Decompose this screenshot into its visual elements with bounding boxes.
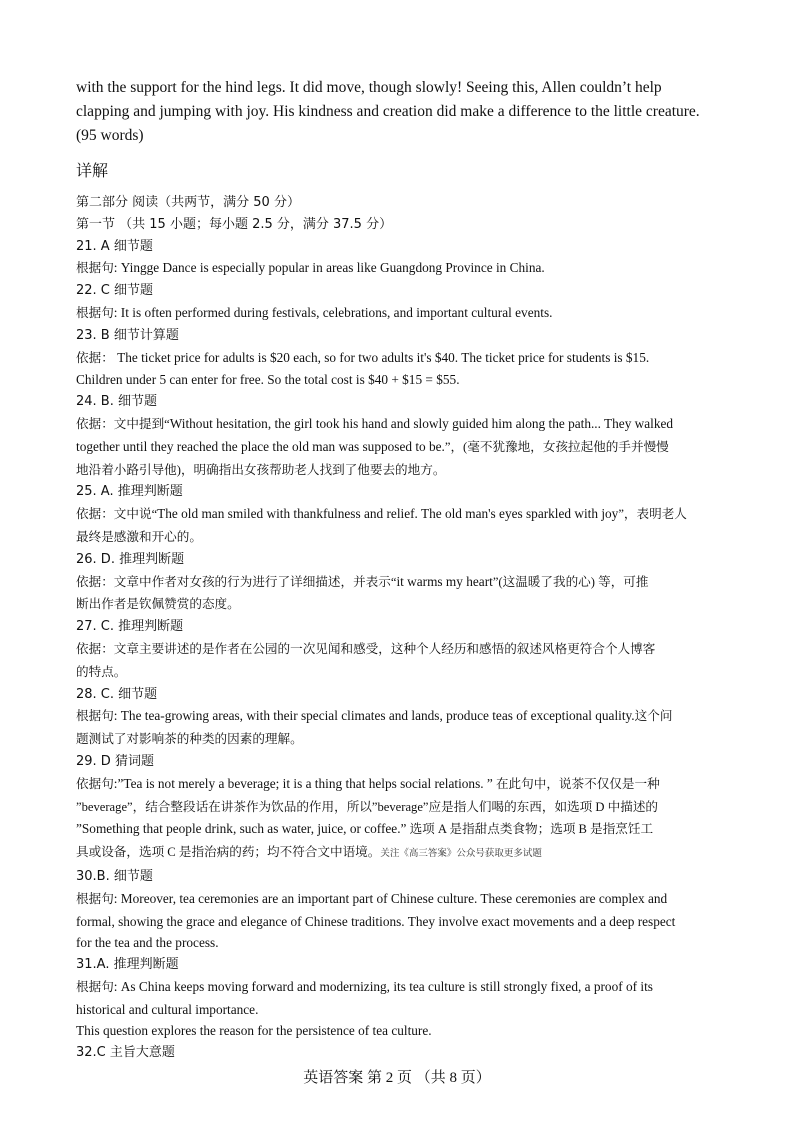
explanation-line: [76, 888, 722, 911]
answer-heading: 31.A. 推理判断题: [76, 957, 179, 973]
essay-line: with the support for the hind legs. It did move, though slowly! Seeing this, Allen couldn’t help: [76, 79, 662, 96]
explanation-text: it warms my heart: [396, 573, 493, 589]
explanation-text: 最终是感激和开心的。: [76, 529, 202, 544]
explanation-line: [76, 526, 722, 549]
explanation-line: [76, 257, 722, 280]
explanation-text: 依据：文章中作者对女孩的行为进行了详细描述，并表示“: [76, 574, 397, 589]
answer-heading: 30.B. 细节题: [76, 868, 153, 884]
explanation-line: [76, 999, 722, 1021]
essay-line: clapping and jumping with joy. His kindness and creation did make a difference to the little creature.: [76, 103, 700, 120]
explanation-line: [76, 347, 722, 370]
explanation-text: ”，(毫不犹豫地，女孩拉起他的手并慢慢: [444, 439, 669, 454]
answer-heading: 26. D. 推理判断题: [76, 551, 185, 567]
promo-note: 关注《高三答案》公众号获取更多试题: [380, 849, 542, 860]
explanation-text: 依据：文中说“: [76, 507, 158, 522]
answer-item: [76, 751, 722, 866]
explanation-text: 的特点。: [76, 664, 127, 679]
answer-heading: 29. D 猜词题: [76, 753, 154, 769]
explanation-text: ”Something that people drink, such as water, juice, or coffee.”: [76, 821, 407, 837]
section-title: 第一节 （共 15 小题；每小题 2.5 分，满分 37.5 分）: [76, 216, 393, 232]
explanation-line: [76, 369, 722, 391]
explanation-line: [76, 459, 722, 482]
explanation-text: 这个问: [634, 709, 673, 724]
explanation-line: [76, 841, 722, 866]
answer-heading: 22. C 细节题: [76, 283, 154, 299]
answer-item: [76, 391, 722, 481]
answer-item: [76, 866, 722, 954]
explanation-line: [76, 773, 722, 796]
answer-heading: 21. A 细节题: [76, 238, 153, 254]
explanation-text: historical and cultural importance.: [76, 1001, 259, 1017]
explanation-text: 依据：: [76, 350, 114, 365]
explanation-line: [76, 1020, 722, 1042]
detail-heading: 详解: [76, 161, 109, 180]
explanation-text: Children under 5 can enter for free. So the total cost is $40 + $15 = $55.: [76, 372, 460, 388]
explanation-text: : Moreover, tea ceremonies are an important part of Chinese culture. These ceremonies are complex and: [113, 890, 668, 906]
answer-heading: 25. A. 推理判断题: [76, 484, 183, 500]
explanation-text: formal, showing the grace and elegance of Chinese traditions. They involve exact movements and a deep respect: [76, 913, 676, 929]
explanation-text: ”，表明老人: [618, 507, 687, 522]
explanation-text: 根据句: [76, 709, 114, 724]
explanation-text: 在此句中，说茶不仅仅是一种: [492, 776, 660, 791]
explanation-text: 根据句: [76, 979, 114, 994]
explanation-text: 依据：文中提到“: [76, 416, 170, 431]
explanation-text: This question explores the reason for the persistence of tea culture.: [76, 1023, 432, 1039]
explanation-text: The ticket price for adults is $20 each, so for two adults it's $40. The ticket price for students is $15.: [113, 349, 650, 365]
explanation-text: Without hesitation, the girl took his hand and slowly guided him along the path... They walked: [169, 415, 674, 431]
answer-item: [76, 616, 722, 683]
answer-item: [76, 280, 722, 325]
explanation-line: [76, 503, 722, 526]
explanation-text: 选项 A 是指甜点类食物；选项 B 是指烹饪工: [406, 822, 654, 837]
explanation-line: [76, 911, 722, 933]
explanation-text: 依据：文章主要讲述的是作者在公园的一次见闻和感受，这种个人经历和感悟的叙述风格更符合个人博客: [76, 641, 656, 656]
explanation-line: [76, 728, 722, 751]
answer-heading: 23. B 细节计算题: [76, 327, 179, 343]
answer-item: [76, 549, 722, 616]
explanation-text: 根据句: [76, 261, 114, 276]
answer-item: [76, 954, 722, 1042]
explanation-text: ”beverage”，结合整段话在讲茶作为饮品的作用，所以”beverage”应是指人们喝的东西，如选项 D 中描述的: [76, 799, 659, 814]
explanation-text: ”(这温暖了我的心) 等，可推: [492, 574, 649, 589]
answer-item: [76, 481, 722, 548]
explanation-text: 题测试了对影响茶的种类的因素的理解。: [76, 732, 303, 747]
answer-heading: 27. C. 推理判断题: [76, 619, 184, 635]
page-footer: 英语答案 第 2 页 （共 8 页）: [303, 1070, 491, 1086]
answer-heading: 24. B. 细节题: [76, 394, 157, 410]
explanation-text: : The tea-growing areas, with their special climates and lands, produce teas of exceptional quality.: [113, 708, 635, 724]
explanation-text: together until they reached the place the old man was supposed to be.: [76, 438, 445, 454]
explanation-text: 依据句: [76, 776, 114, 791]
explanation-line: [76, 638, 722, 661]
explanation-line: [76, 818, 722, 841]
answer-item: [76, 684, 722, 751]
explanation-line: [76, 593, 722, 616]
explanation-text: 断出作者是钦佩赞赏的态度。: [76, 597, 240, 612]
explanation-text: The old man smiled with thankfulness and relief. The old man's eyes sparkled with joy: [157, 506, 619, 522]
essay-ending: [76, 76, 722, 148]
explanation-text: 根据句: [76, 891, 114, 906]
explanation-text: :”Tea is not merely a beverage; it is a thing that helps social relations. ”: [113, 775, 493, 791]
explanation-line: [76, 705, 722, 728]
explanation-line: [76, 976, 722, 999]
explanation-text: : As China keeps moving forward and modernizing, its tea culture is still strongly fixed, a proof of its: [113, 978, 653, 994]
explanation-text: 地沿着小路引导他)，明确指出女孩帮助老人找到了他要去的地方。: [76, 462, 446, 477]
explanation-line: [76, 571, 722, 594]
explanation-line: [76, 436, 722, 459]
explanation-line: [76, 302, 722, 325]
explanation-line: [76, 413, 722, 436]
answer-item: [76, 1042, 722, 1064]
explanation-line: [76, 661, 722, 684]
answer-item: [76, 236, 722, 281]
answer-page: [76, 76, 722, 1064]
explanation-text: 根据句: [76, 305, 114, 320]
answer-item: [76, 325, 722, 391]
answer-heading: 28. C. 细节题: [76, 686, 158, 702]
answer-list: [76, 236, 722, 1064]
answer-heading: 32.C 主旨大意题: [76, 1045, 175, 1061]
explanation-text: for the tea and the process.: [76, 935, 219, 951]
part-title: 第二部分 阅读（共两节，满分 50 分）: [76, 195, 300, 210]
word-count: (95 words): [76, 127, 144, 144]
explanation-line: [76, 932, 722, 954]
explanation-line: [76, 796, 722, 819]
explanation-text: : Yingge Dance is especially popular in areas like Guangdong Province in China.: [113, 260, 545, 276]
explanation-text: 具或设备，选项 C 是指治病的药；均不符合文中语境。: [76, 845, 381, 860]
explanation-text: : It is often performed during festivals, celebrations, and important cultural events.: [113, 304, 553, 320]
